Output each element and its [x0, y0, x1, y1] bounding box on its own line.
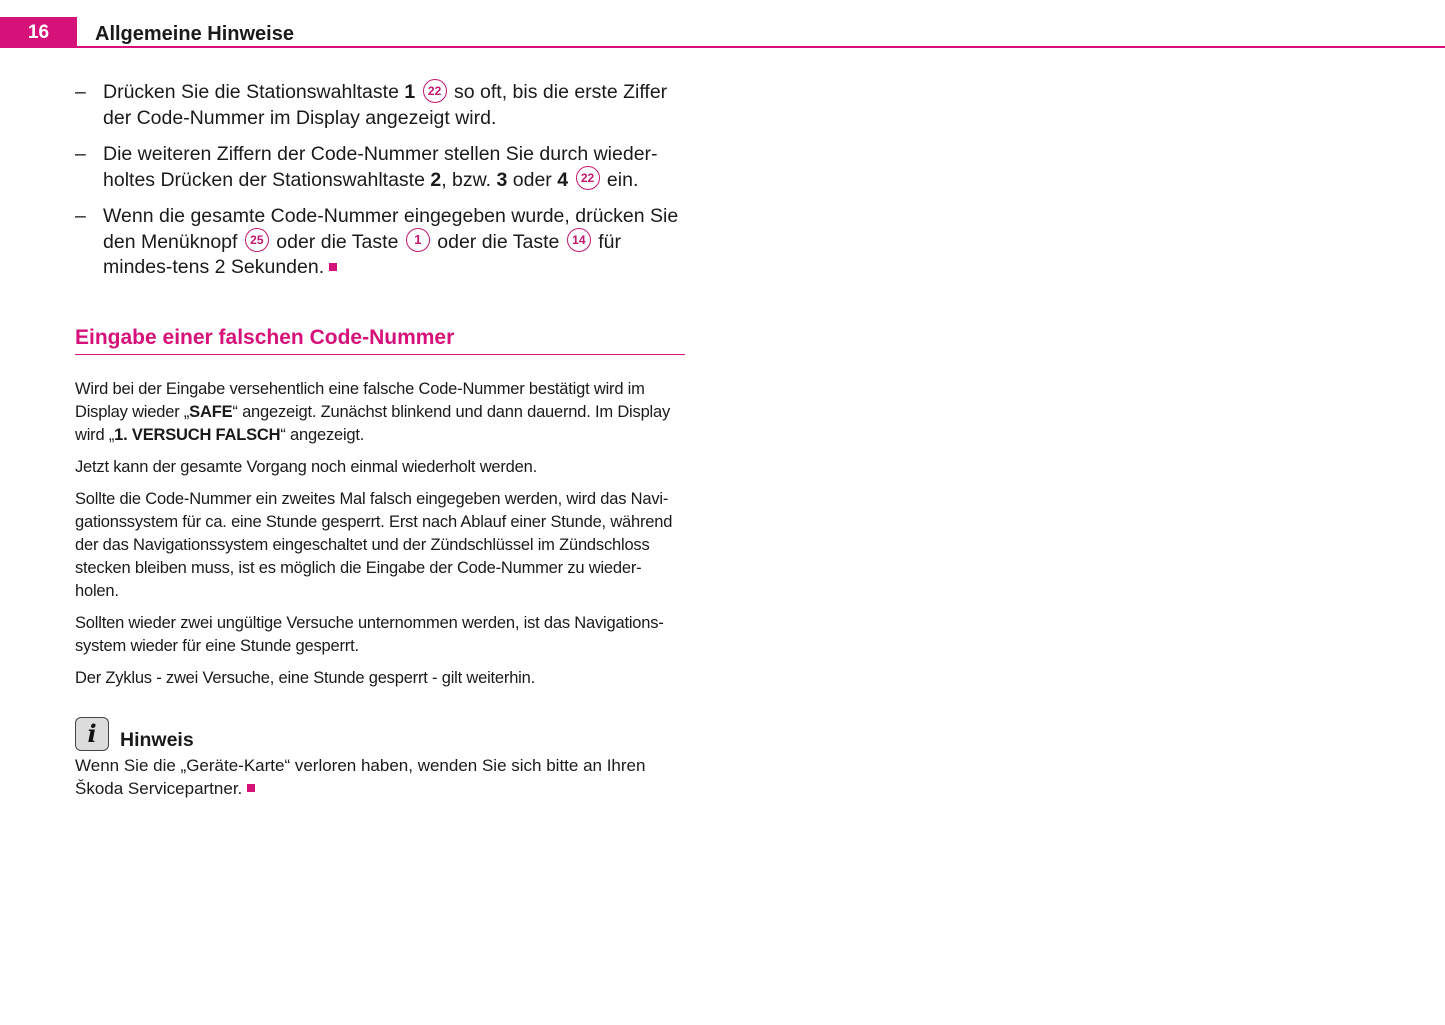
key-number: 1 [404, 81, 416, 103]
paragraph: Der Zyklus - zwei Versuche, eine Stunde gesperrt - gilt weiterhin. [75, 668, 536, 687]
instruction-step-3 [75, 204, 685, 281]
display-text-safe: SAFE [189, 402, 233, 421]
callout-number: 14 [567, 228, 591, 252]
step-text: oder die Taste [431, 230, 565, 253]
note-label: Hinweis [120, 728, 194, 751]
header-divider [0, 46, 1445, 48]
page-number: 16 [0, 17, 77, 48]
info-icon-glyph: i [87, 718, 97, 748]
key-number: 4 [557, 168, 569, 191]
step-text: Wenn die gesamte Code-Nummer eingegeben wurde, drücken Sie den Menüknopf [103, 205, 679, 253]
instruction-step-2 [75, 142, 685, 193]
step-text: ein. [601, 168, 639, 191]
callout-number: 22 [423, 79, 447, 103]
paragraph [75, 378, 685, 447]
paragraph: Sollte die Code-Nummer ein zweites Mal falsch eingegeben werden, wird das Navi-gationssystem für ca. eine Stunde gesperrt. Erst nach Ablauf einer Stunde, während der das Navigationssystem eingeschaltet und der Zündschlüssel im Zündschloss stecken bleiben muss, ist es möglich die Eingabe der Code-Nummer zu wieder-holen. [75, 489, 673, 600]
end-of-section-mark [329, 263, 337, 271]
step-dash: – [75, 143, 86, 165]
note-body: Wenn Sie die „Geräte-Karte“ verloren haben, wenden Sie sich bitte an Ihren Škoda Servicepartner. [75, 755, 646, 798]
step-text: Drücken Sie die Stationswahltaste [103, 81, 405, 103]
paragraph-text: “ angezeigt. [280, 425, 365, 444]
callout-number: 1 [406, 228, 430, 252]
paragraph: Jetzt kann der gesamte Vorgang noch einmal wiederholt werden. [75, 457, 537, 476]
info-icon [75, 717, 109, 751]
end-of-section-mark [247, 784, 255, 792]
step-dash: – [75, 205, 86, 227]
key-number: 3 [496, 168, 508, 191]
callout-number: 25 [245, 228, 269, 252]
note-text [75, 754, 685, 800]
paragraph-text: “ angezeigt. Zunächst blinkend und dann dauernd. Im Display wird „ [75, 402, 671, 444]
step-text: oder die Taste [270, 230, 404, 253]
step-text: , bzw. [441, 168, 497, 191]
callout-number: 22 [576, 166, 600, 190]
note-header [75, 717, 685, 755]
paragraph-text: Wird bei der Eingabe versehentlich eine falsche Code-Nummer bestätigt wird im Display wieder „ [75, 379, 645, 421]
step-text: so oft, bis die erste Ziffer der Code-Nummer im Display angezeigt wird. [103, 81, 668, 129]
step-text: Die weiteren Ziffern der Code-Nummer stellen Sie durch wieder-holtes Drücken der Stationswahltaste [103, 143, 658, 191]
step-dash: – [75, 81, 86, 103]
paragraph: Sollten wieder zwei ungültige Versuche unternommen werden, ist das Navigations-system wieder für eine Stunde gesperrt. [75, 613, 664, 655]
instruction-step-1 [75, 80, 685, 131]
page-header-title: Allgemeine Hinweise [95, 23, 294, 45]
section-heading: Eingabe einer falschen Code-Nummer [75, 325, 685, 355]
step-text: oder [507, 168, 558, 191]
display-text-error: 1. VERSUCH FALSCH [114, 425, 281, 444]
key-number: 2 [430, 168, 442, 191]
step-text: für mindes-tens 2 Sekunden. [103, 230, 622, 278]
main-column [75, 80, 685, 800]
